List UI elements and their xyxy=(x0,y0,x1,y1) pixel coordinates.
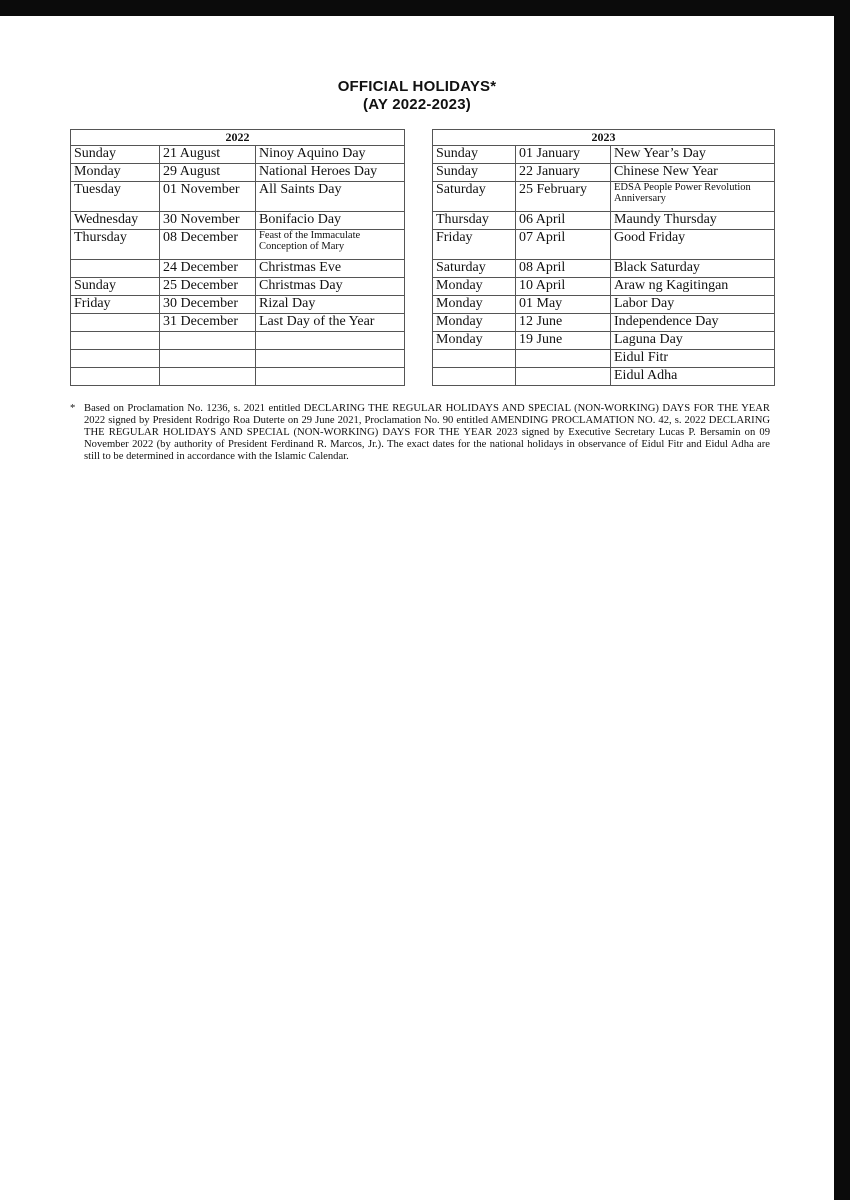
cell-date: 29 August xyxy=(160,164,256,182)
cell-date: 30 November xyxy=(160,212,256,230)
document-title: OFFICIAL HOLIDAYS* xyxy=(337,78,497,95)
cell-holiday: Laguna Day xyxy=(611,332,775,350)
cell-date xyxy=(516,368,611,386)
table-row xyxy=(71,146,405,164)
screen-border-right xyxy=(834,0,850,1200)
table-row xyxy=(433,182,775,212)
cell-day xyxy=(71,314,160,332)
cell-holiday: Last Day of the Year xyxy=(256,314,405,332)
footnote-marker: * xyxy=(70,403,76,414)
table-row xyxy=(433,164,775,182)
table-row xyxy=(433,212,775,230)
table-row xyxy=(71,230,405,260)
cell-date: 01 January xyxy=(516,146,611,164)
table-year-header: 2022 xyxy=(71,130,405,146)
cell-date xyxy=(160,332,256,350)
table-row xyxy=(433,146,775,164)
cell-day: Saturday xyxy=(433,260,516,278)
table-row xyxy=(71,182,405,212)
table-row xyxy=(71,296,405,314)
cell-holiday: Maundy Thursday xyxy=(611,212,775,230)
cell-date: 08 April xyxy=(516,260,611,278)
cell-day xyxy=(71,368,160,386)
holidays-table-2022 xyxy=(70,129,405,386)
cell-day xyxy=(433,350,516,368)
cell-day: Monday xyxy=(433,314,516,332)
cell-holiday: All Saints Day xyxy=(256,182,405,212)
cell-date: 31 December xyxy=(160,314,256,332)
screen-border-top xyxy=(0,0,850,16)
cell-date: 08 December xyxy=(160,230,256,260)
cell-date xyxy=(160,368,256,386)
cell-date: 22 January xyxy=(516,164,611,182)
cell-holiday: Good Friday xyxy=(611,230,775,260)
cell-day: Monday xyxy=(71,164,160,182)
cell-day: Sunday xyxy=(71,146,160,164)
cell-date: 25 December xyxy=(160,278,256,296)
cell-date: 21 August xyxy=(160,146,256,164)
cell-day: Tuesday xyxy=(71,182,160,212)
cell-date xyxy=(516,350,611,368)
cell-day xyxy=(71,260,160,278)
cell-date: 24 December xyxy=(160,260,256,278)
cell-day: Friday xyxy=(433,230,516,260)
table-row xyxy=(71,368,405,386)
cell-holiday xyxy=(256,350,405,368)
cell-holiday: Araw ng Kagitingan xyxy=(611,278,775,296)
table-row xyxy=(433,350,775,368)
table-row xyxy=(71,314,405,332)
table-row xyxy=(433,368,775,386)
cell-holiday: EDSA People Power Revolution Anniversary xyxy=(611,182,775,212)
cell-day: Wednesday xyxy=(71,212,160,230)
table-row xyxy=(433,230,775,260)
cell-day: Saturday xyxy=(433,182,516,212)
table-row xyxy=(433,260,775,278)
cell-day: Friday xyxy=(71,296,160,314)
cell-date: 07 April xyxy=(516,230,611,260)
document-page xyxy=(0,16,834,1200)
cell-holiday: Rizal Day xyxy=(256,296,405,314)
cell-day: Monday xyxy=(433,278,516,296)
cell-holiday: Eidul Fitr xyxy=(611,350,775,368)
table-row xyxy=(433,332,775,350)
cell-date: 01 May xyxy=(516,296,611,314)
cell-holiday: Independence Day xyxy=(611,314,775,332)
cell-date: 01 November xyxy=(160,182,256,212)
cell-date xyxy=(160,350,256,368)
cell-day xyxy=(71,332,160,350)
cell-holiday: Eidul Adha xyxy=(611,368,775,386)
cell-holiday xyxy=(256,368,405,386)
cell-date: 19 June xyxy=(516,332,611,350)
table-row xyxy=(71,164,405,182)
cell-day: Monday xyxy=(433,296,516,314)
table-row xyxy=(71,332,405,350)
table-row xyxy=(71,350,405,368)
cell-day: Monday xyxy=(433,332,516,350)
cell-day: Sunday xyxy=(433,164,516,182)
cell-date: 12 June xyxy=(516,314,611,332)
table-row xyxy=(433,278,775,296)
table-row xyxy=(71,278,405,296)
holidays-table-2023 xyxy=(432,129,775,386)
table-row xyxy=(71,260,405,278)
cell-holiday: Ninoy Aquino Day xyxy=(256,146,405,164)
cell-day: Sunday xyxy=(71,278,160,296)
cell-holiday: Black Saturday xyxy=(611,260,775,278)
table-row xyxy=(433,314,775,332)
cell-holiday: Feast of the Immaculate Conception of Mary xyxy=(256,230,405,260)
table-row xyxy=(71,212,405,230)
cell-day: Thursday xyxy=(71,230,160,260)
cell-day: Sunday xyxy=(433,146,516,164)
cell-holiday: Bonifacio Day xyxy=(256,212,405,230)
table-year-header: 2023 xyxy=(433,130,775,146)
cell-holiday: Christmas Eve xyxy=(256,260,405,278)
cell-day xyxy=(71,350,160,368)
document-subtitle: (AY 2022-2023) xyxy=(363,96,471,113)
cell-date: 06 April xyxy=(516,212,611,230)
cell-holiday: National Heroes Day xyxy=(256,164,405,182)
cell-date: 30 December xyxy=(160,296,256,314)
cell-holiday: Chinese New Year xyxy=(611,164,775,182)
cell-day xyxy=(433,368,516,386)
footnote xyxy=(70,403,770,463)
cell-holiday: New Year’s Day xyxy=(611,146,775,164)
cell-date: 10 April xyxy=(516,278,611,296)
table-row xyxy=(433,296,775,314)
cell-holiday: Labor Day xyxy=(611,296,775,314)
footnote-text: Based on Proclamation No. 1236, s. 2021 entitled DECLARING THE REGULAR HOLIDAYS AND SPECIAL (NON-WORKING) DAYS FOR THE YEAR 2022 signed by President Rodrigo Roa Duterte on 29 June 2021, Proclamation No. 90 entitled AMENDING PROCLAMATION NO. 42, s. 2022 DECLARING THE REGULAR HOLIDAYS AND SPECIAL (NON-WORKING) DAYS FOR THE YEAR 2023 signed by Executive Secretary Lucas P. Bersamin on 09 November 2022 (by authority of President Ferdinand R. Marcos, Jr.). The exact dates for the national holidays in observance of Eidul Fitr and Eidul Adha are still to be determined in accordance with the Islamic Calendar. xyxy=(84,403,770,462)
cell-date: 25 February xyxy=(516,182,611,212)
cell-day: Thursday xyxy=(433,212,516,230)
cell-holiday xyxy=(256,332,405,350)
cell-holiday: Christmas Day xyxy=(256,278,405,296)
